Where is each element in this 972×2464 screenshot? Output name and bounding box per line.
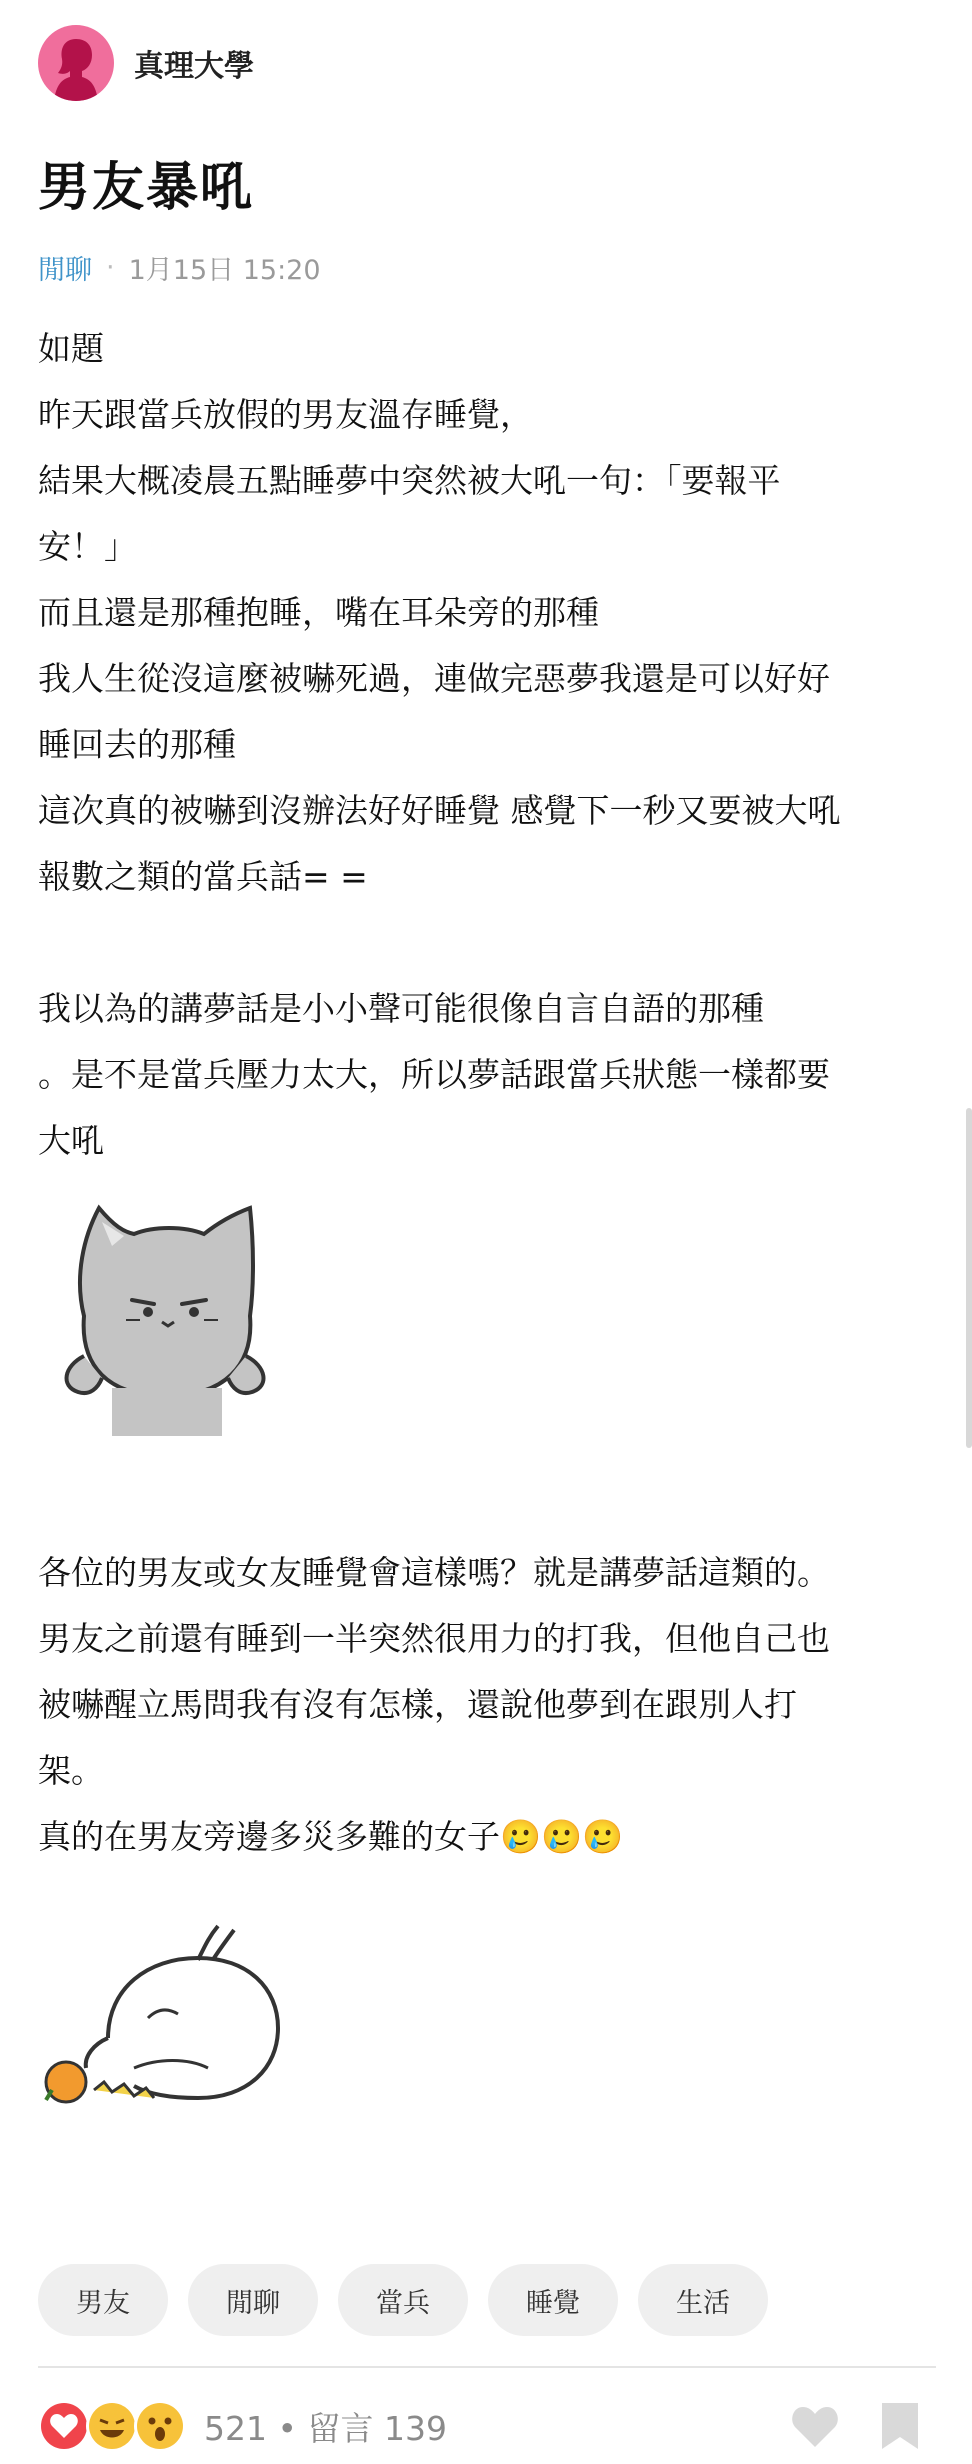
tag-chip[interactable]: 閒聊 xyxy=(188,2264,318,2336)
board-name[interactable]: 真理大學 xyxy=(134,49,254,84)
body-line: 各位的男友或女友睡覺會這樣嗎？就是講夢話這類的。 xyxy=(38,1553,830,1592)
reaction-group[interactable] xyxy=(38,2400,182,2452)
post-actions xyxy=(790,2401,936,2451)
like-heart-icon[interactable] xyxy=(790,2403,840,2449)
post-header xyxy=(38,25,254,101)
body-line: 。是不是當兵壓力太大，所以夢話跟當兵狀態一樣都要 xyxy=(38,1055,830,1094)
body-line: 我以為的講夢話是小小聲可能很像自言自語的那種 xyxy=(38,989,764,1028)
tag-chip[interactable]: 生活 xyxy=(638,2264,768,2336)
tag-chip[interactable]: 男友 xyxy=(38,2264,168,2336)
post-footer xyxy=(38,2396,936,2456)
bookmark-icon[interactable] xyxy=(880,2401,920,2451)
body-line: 而且還是那種抱睡，嘴在耳朵旁的那種 xyxy=(38,593,599,632)
comment-count[interactable]: 留言 139 xyxy=(307,2408,447,2448)
body-line: 被嚇醒立馬問我有沒有怎樣，還說他夢到在跟別人打 xyxy=(38,1685,797,1724)
grumpy-cat-sticker xyxy=(54,1196,274,1440)
body-line xyxy=(38,910,938,976)
post-meta xyxy=(38,248,321,287)
tag-chip[interactable]: 當兵 xyxy=(338,2264,468,2336)
body-line: 男友之前還有睡到一半突然很用力的打我，但他自己也 xyxy=(38,1619,830,1658)
body-line: 報數之類的當兵話= = xyxy=(38,857,368,896)
board-avatar[interactable] xyxy=(38,25,114,101)
post-title: 男友暴吼 xyxy=(38,158,255,218)
surprised-reaction-icon xyxy=(134,2400,186,2452)
meta-separator: · xyxy=(106,252,115,283)
post-body xyxy=(38,316,938,1174)
heart-reaction-icon xyxy=(38,2400,90,2452)
body-line: 這次真的被嚇到沒辦法好好睡覺 感覺下一秒又要被大吼 xyxy=(38,791,841,830)
body-line: 架。 xyxy=(38,1751,104,1790)
tag-chip[interactable]: 睡覺 xyxy=(488,2264,618,2336)
tag-list xyxy=(38,2264,788,2336)
body-line: 真的在男友旁邊多災多難的女子🥲🥲🥲 xyxy=(38,1817,624,1856)
body-line: 睡回去的那種 xyxy=(38,725,236,764)
stats-separator: • xyxy=(277,2408,297,2448)
post-category-link[interactable]: 閒聊 xyxy=(38,255,92,286)
laugh-reaction-icon xyxy=(86,2400,138,2452)
post-date: 1月15日 15:20 xyxy=(128,255,321,286)
body-line: 結果大概凌晨五點睡夢中突然被大吼一句：「要報平 xyxy=(38,461,781,500)
woman-silhouette-icon xyxy=(38,25,114,101)
post-body-2 xyxy=(38,1540,938,1870)
body-line: 安！」 xyxy=(38,527,137,566)
reaction-count: 521 xyxy=(204,2408,267,2448)
body-line: 我人生從沒這麼被嚇死過，連做完惡夢我還是可以好好 xyxy=(38,659,830,698)
body-line: 如題 xyxy=(38,329,104,368)
footer-divider xyxy=(38,2366,936,2368)
post-stats xyxy=(204,2403,447,2450)
body-line: 昨天跟當兵放假的男友溫存睡覺， xyxy=(38,395,533,434)
sleeping-cat-sticker xyxy=(38,1918,298,2122)
scrollbar[interactable] xyxy=(966,1108,972,1448)
body-line: 大吼 xyxy=(38,1121,104,1160)
